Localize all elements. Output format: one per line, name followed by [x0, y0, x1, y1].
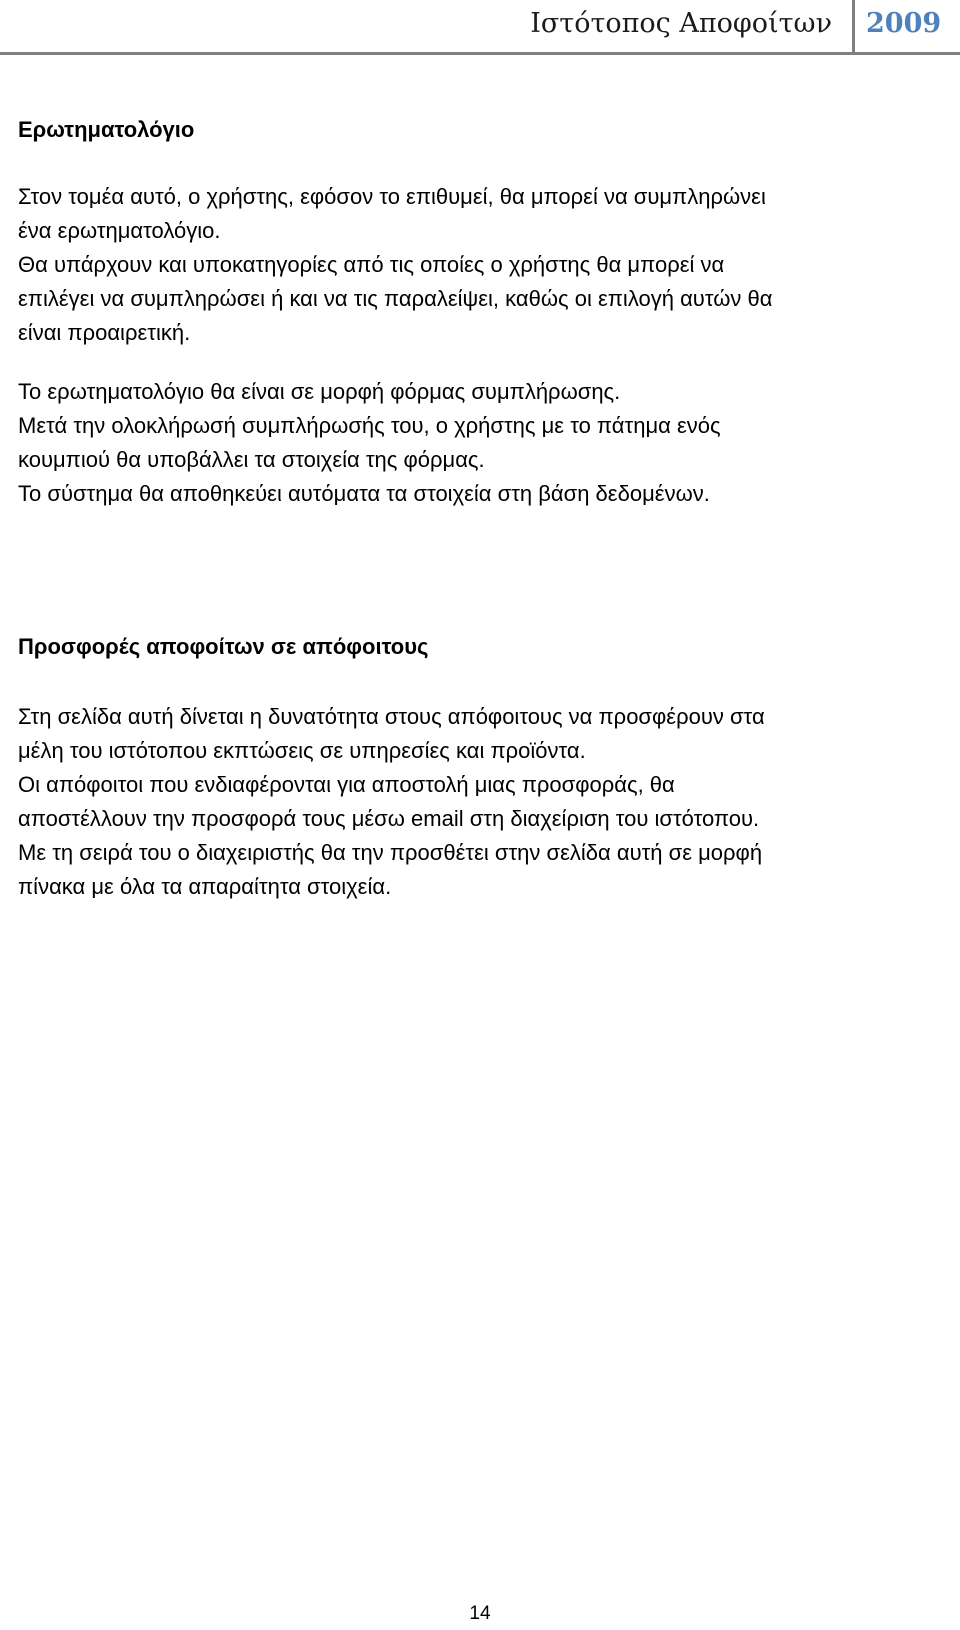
running-header	[0, 0, 960, 58]
text-line: Οι απόφοιτοι που ενδιαφέρονται για αποστολή μιας προσφοράς, θα	[18, 772, 675, 797]
text-line: Το σύστημα θα αποθηκεύει αυτόματα τα στοιχεία στη βάση δεδομένων.	[18, 481, 710, 506]
text-line: μέλη του ιστότοπου εκπτώσεις σε υπηρεσίες και προϊόντα.	[18, 738, 586, 763]
paragraph-offers	[18, 700, 918, 904]
paragraph-questionnaire-form	[18, 375, 918, 511]
text-line: Μετά την ολοκλήρωσή συμπλήρωσής του, ο χρήστης με το πάτημα ενός	[18, 413, 721, 438]
text-line: πίνακα με όλα τα απαραίτητα στοιχεία.	[18, 874, 392, 899]
header-title: Ιστότοπος Αποφοίτων	[530, 8, 832, 39]
text-line: Το ερωτηματολόγιο θα είναι σε μορφή φόρμας συμπλήρωσης.	[18, 379, 621, 404]
page-number: 14	[469, 1603, 491, 1624]
text-line: Στη σελίδα αυτή δίνεται η δυνατότητα στους απόφοιτους να προσφέρουν στα	[18, 704, 765, 729]
header-rule	[0, 52, 960, 55]
text-line: είναι προαιρετική.	[18, 320, 191, 345]
header-year: 2009	[866, 8, 942, 39]
text-line: κουμπιού θα υποβάλλει τα στοιχεία της φόρμας.	[18, 447, 485, 472]
text-line: Στον τομέα αυτό, ο χρήστης, εφόσον το επιθυμεί, θα μπορεί να συμπληρώνει	[18, 184, 766, 209]
paragraph-questionnaire-intro	[18, 180, 918, 350]
text-line: Με τη σειρά του ο διαχειριστής θα την προσθέτει στην σελίδα αυτή σε μορφή	[18, 840, 763, 865]
text-line: αποστέλλουν την προσφορά τους μέσω email στη διαχείριση του ιστότοπου.	[18, 806, 760, 831]
text-line: επιλέγει να συμπληρώσει ή και να τις παραλείψει, καθώς οι επιλογή αυτών θα	[18, 286, 773, 311]
header-separator	[852, 0, 855, 55]
section-title-questionnaire: Ερωτηματολόγιο	[18, 117, 195, 142]
section-title-offers: Προσφορές αποφοίτων σε απόφοιτους	[18, 634, 429, 659]
text-line: ένα ερωτηματολόγιο.	[18, 218, 221, 243]
text-line: Θα υπάρχουν και υποκατηγορίες από τις οποίες ο χρήστης θα μπορεί να	[18, 252, 725, 277]
